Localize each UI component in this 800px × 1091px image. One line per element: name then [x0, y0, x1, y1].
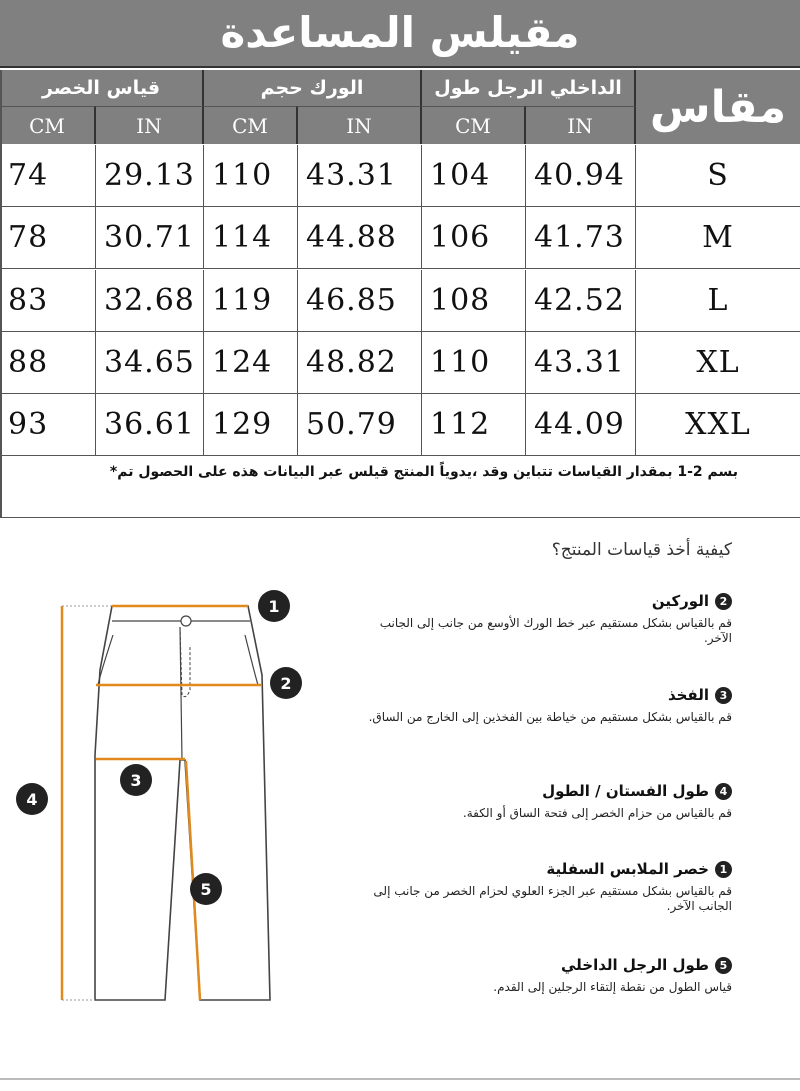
instruction-heading [352, 860, 732, 878]
cell-hip-in: 43.31 [298, 145, 422, 206]
howto-title: كيفية أخذ قياسات المنتج؟ [551, 540, 732, 560]
unit-inseam-cm: CM [422, 106, 526, 144]
instruction-title: الوركين [651, 592, 709, 610]
instruction-item [352, 686, 732, 725]
instruction-title: طول الرجل الداخلي [561, 956, 709, 974]
marker-1-icon [258, 590, 290, 622]
svg-text:1: 1 [268, 597, 280, 616]
cell-hip-in: 44.88 [298, 207, 422, 268]
cell-size: M [702, 220, 734, 256]
cell-waist-in: 36.61 [96, 394, 204, 455]
cell-inseam-in: 43.31 [526, 332, 636, 393]
unit-waist-cm: CM [0, 106, 96, 144]
bottom-border [0, 1078, 800, 1080]
cell-hip-in: 50.79 [298, 394, 422, 455]
marker-5-icon [190, 873, 222, 905]
step-number-icon: 5 [715, 957, 732, 974]
header-inseam: الداخلي الرجل طول [422, 70, 636, 106]
marker-2-icon [270, 667, 302, 699]
step-number-icon: 3 [715, 687, 732, 704]
cell-inseam-in: 41.73 [526, 207, 636, 268]
marker-4-icon [16, 783, 48, 815]
cell-waist-in: 29.13 [96, 145, 204, 206]
chart-title: مقيلس المساعدة [220, 8, 580, 57]
svg-text:5: 5 [200, 880, 212, 899]
cell-waist-cm: 88 [0, 332, 96, 393]
unit-waist-in: IN [96, 106, 204, 144]
instruction-desc: قياس الطول من نقطة إلتقاء الرجلين إلى القدم. [493, 980, 732, 994]
cell-hip-in: 46.85 [298, 270, 422, 331]
instruction-item [352, 860, 732, 914]
cell-hip-cm: 110 [204, 145, 298, 206]
svg-text:2: 2 [280, 674, 292, 693]
cell-size: XL [696, 344, 740, 380]
instruction-title: طول الفستان / الطول [542, 782, 709, 800]
instruction-title: خصر الملابس السفلية [546, 860, 709, 878]
cell-waist-cm: 74 [0, 145, 96, 206]
cell-inseam-in: 44.09 [526, 394, 636, 455]
cell-inseam-cm: 106 [422, 207, 526, 268]
size-chart-table [0, 0, 800, 520]
cell-size: L [707, 282, 729, 318]
measurement-note [0, 456, 800, 518]
cell-waist-cm: 83 [0, 270, 96, 331]
cell-size: S [707, 158, 729, 193]
header-size: مقاس [636, 70, 800, 144]
cell-waist-in: 30.71 [96, 207, 204, 268]
instruction-desc: قم بالقياس من حزام الخصر إلى فتحة الساق أو الكفة. [462, 806, 732, 820]
marker-3-icon [120, 764, 152, 796]
table-row [0, 270, 800, 332]
instruction-item [352, 592, 732, 646]
instruction-desc: قم بالقياس بشكل مستقيم من خياطة بين الفخذين إلى الخارج من الساق. [368, 710, 732, 724]
instruction-desc: قم بالقياس بشكل مستقيم عبر الجزء العلوي لحزام الخصر من جانب إلى الجانب الآخر. [373, 884, 732, 913]
cell-waist-in: 32.68 [96, 270, 204, 331]
table-row [0, 332, 800, 394]
table-row [0, 207, 800, 269]
instruction-item [352, 956, 732, 995]
table-row [0, 145, 800, 207]
cell-size: XXL [685, 407, 751, 443]
step-number-icon: 2 [715, 593, 732, 610]
instruction-item [352, 782, 732, 821]
step-number-icon: 1 [715, 861, 732, 878]
unit-hip-cm: CM [204, 106, 298, 144]
cell-inseam-in: 42.52 [526, 270, 636, 331]
cell-inseam-cm: 104 [422, 145, 526, 206]
instruction-heading [352, 686, 732, 704]
header-hip: الورك حجم [204, 70, 422, 106]
cell-hip-cm: 114 [204, 207, 298, 268]
instruction-heading [352, 782, 732, 800]
instruction-heading [352, 592, 732, 610]
cell-inseam-in: 40.94 [526, 145, 636, 206]
cell-inseam-cm: 112 [422, 394, 526, 455]
unit-hip-in: IN [298, 106, 422, 144]
instruction-title: الفخذ [667, 686, 709, 704]
instruction-heading [352, 956, 732, 974]
svg-text:4: 4 [26, 790, 38, 809]
pants-outline [95, 606, 270, 1000]
pants-diagram [0, 575, 320, 1015]
cell-waist-in: 34.65 [96, 332, 204, 393]
chart-title-bar [0, 0, 800, 68]
cell-inseam-cm: 110 [422, 332, 526, 393]
cell-hip-cm: 119 [204, 270, 298, 331]
svg-text:3: 3 [130, 771, 142, 790]
step-number-icon: 4 [715, 783, 732, 800]
cell-waist-cm: 93 [0, 394, 96, 455]
unit-inseam-in: IN [526, 106, 636, 144]
instruction-desc: قم بالقياس بشكل مستقيم عبر خط الورك الأوسع من جانب إلى الجانب الآخر. [379, 616, 732, 645]
cell-hip-cm: 129 [204, 394, 298, 455]
cell-hip-cm: 124 [204, 332, 298, 393]
cell-hip-in: 48.82 [298, 332, 422, 393]
cell-waist-cm: 78 [0, 207, 96, 268]
note-text: بسم 2-1 بمقدار القياسات تتباين وقد ،يدوياً المنتج قيلس عبر البيانات هذه على الحصول تم* [109, 464, 738, 480]
button-icon [181, 616, 191, 626]
header-waist: قياس الخصر [0, 70, 204, 106]
cell-inseam-cm: 108 [422, 270, 526, 331]
table-row [0, 394, 800, 456]
